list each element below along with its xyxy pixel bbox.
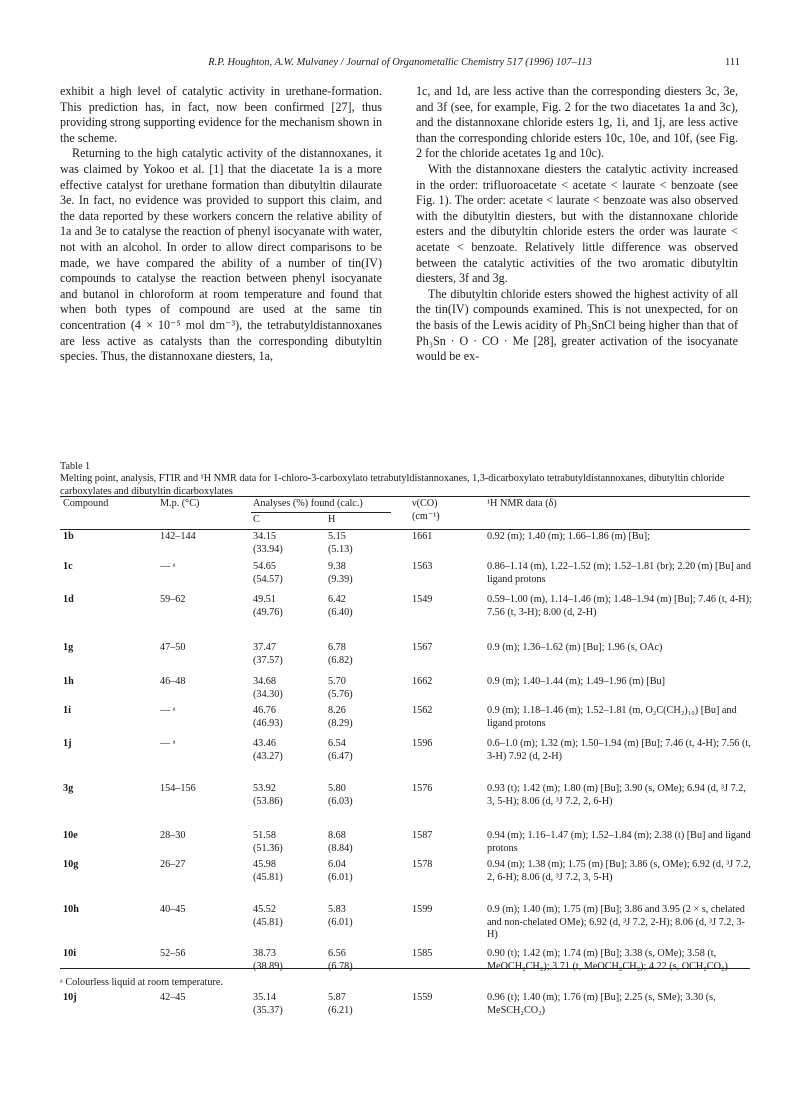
hydrogen-calc: (6.01) [328, 916, 353, 928]
hydrogen-found: 8.26 [328, 705, 346, 716]
right-column [416, 84, 738, 365]
hydrogen-calc: (8.29) [328, 717, 353, 729]
carbon-calc: (45.81) [253, 871, 283, 883]
left-column [60, 84, 382, 365]
hydrogen-calc: (6.82) [328, 654, 353, 666]
running-header [60, 57, 740, 73]
mp-cell: — ᵃ [160, 738, 176, 749]
co-cell: 1563 [412, 561, 433, 572]
hydrogen-calc: (6.78) [328, 960, 353, 972]
table-label: Table 1 [60, 461, 91, 472]
co-cell: 1562 [412, 705, 433, 716]
table-bottom-rule [60, 968, 750, 969]
carbon-found: 37.47 [253, 642, 276, 653]
co-cell: 1585 [412, 948, 433, 959]
carbon-cell [253, 783, 283, 808]
mp-cell: 40–45 [160, 904, 186, 915]
co-cell: 1599 [412, 904, 433, 915]
carbon-calc: (34.30) [253, 688, 283, 700]
nmr-cell: 0.92 (m); 1.40 (m); 1.66–1.86 (m) [Bu]; [487, 531, 650, 542]
carbon-calc: (46.93) [253, 717, 283, 729]
carbon-cell [253, 594, 283, 619]
hydrogen-found: 5.15 [328, 531, 346, 542]
mp-cell: 59–62 [160, 594, 186, 605]
table-top-rule [60, 496, 750, 497]
hydrogen-calc: (5.13) [328, 543, 353, 555]
hydrogen-cell [328, 705, 353, 730]
carbon-found: 38.73 [253, 948, 276, 959]
compound-cell: 1j [63, 738, 72, 749]
mp-cell: 142–144 [160, 531, 196, 542]
analyses-rule [251, 512, 391, 513]
hydrogen-found: 5.87 [328, 992, 346, 1003]
compound-cell: 1c [63, 561, 73, 572]
hydrogen-cell [328, 783, 353, 808]
carbon-found: 46.76 [253, 705, 276, 716]
mp-cell: 154–156 [160, 783, 196, 794]
paragraph: exhibit a high level of catalytic activity in urethane-formation. This prediction has, in fact, now been confirmed [27], thus providing strong supporting evidence for the mechanism shown in the scheme. [60, 84, 382, 145]
co-cell: 1567 [412, 642, 433, 653]
page-number: 111 [725, 57, 740, 68]
mp-cell: 46–48 [160, 676, 186, 687]
hydrogen-calc: (6.21) [328, 1004, 353, 1016]
mp-cell: 28–30 [160, 830, 186, 841]
compound-cell: 10e [63, 830, 78, 841]
table-footnote: ᵃ Colourless liquid at room temperature. [60, 977, 223, 988]
nmr-cell: 0.93 (t); 1.42 (m); 1.80 (m) [Bu]; 3.90 (s, OMe); 6.94 (d, ³J 7.2, 3, 5-H); 8.06 (d, ³J 7.2, 2, 6-H) [487, 783, 746, 807]
paragraph: Returning to the high catalytic activity of the distannoxanes, it was claimed by Yokoo et al. [1] that the diacetate 1a is a more effective catalyst for urethane formation than dibutyltin dilaurate 3e. In fact, no evidence was provided to support this claim, and the data reported by these workers concern the relative ability of 1a and 3e to catalyse the reaction of phenyl isocyanate with water, not with an alcohol. In order to allow direct comparisons to be made, we have compared the ability of a number of tin(IV) compounds to catalyse the reaction between phenyl isocyanate and butanol in chloroform at room temperature and found that when both types of compound are used at the same tin concentration (4 × 10⁻⁵ mol dm⁻³), the tetrabutyldistannoxanes are less active as catalysts than the corresponding dibutyltin species. Thus, the distannoxane diesters, 1a, [60, 146, 382, 364]
carbon-calc: (38.89) [253, 960, 283, 972]
carbon-calc: (43.27) [253, 750, 283, 762]
compound-cell: 10h [63, 904, 79, 915]
hydrogen-cell [328, 904, 353, 929]
compound-cell: 1g [63, 642, 74, 653]
carbon-cell [253, 904, 283, 929]
carbon-found: 34.15 [253, 531, 276, 542]
nmr-cell: 0.9 (m); 1.18–1.46 (m); 1.52–1.81 (m, O₂C(CH₂)₁₀) [Bu] and ligand protons [487, 705, 737, 729]
hydrogen-cell [328, 992, 353, 1017]
paragraph: 1c, and 1d, are less active than the corresponding diesters 3c, 3e, and 3f (see, for example, Fig. 2 for the two diacetates 1a and 3c), and the distannoxane chloride esters 1g, 1i, and 1j, are less active than the corresponding chloride esters 10c, 10e, and 10f, (see Fig. 2 for the chloride acetates 1g and 10c). [416, 84, 738, 161]
hydrogen-calc: (8.84) [328, 842, 353, 854]
co-cell: 1587 [412, 830, 433, 841]
carbon-cell [253, 830, 283, 855]
hydrogen-calc: (9.39) [328, 573, 353, 585]
hydrogen-found: 5.70 [328, 676, 346, 687]
carbon-cell [253, 676, 283, 701]
nmr-cell: 0.9 (m); 1.36–1.62 (m) [Bu]; 1.96 (s, OAc) [487, 642, 663, 653]
header-nmr: ¹H NMR data (δ) [487, 498, 557, 509]
compound-cell: 10j [63, 992, 77, 1003]
compound-cell: 1i [63, 705, 71, 716]
header-analyses: Analyses (%) found (calc.) [253, 498, 363, 509]
hydrogen-cell [328, 561, 353, 586]
carbon-calc: (49.76) [253, 606, 283, 618]
nmr-cell: 0.90 (t); 1.42 (m); 1.74 (m) [Bu]; 3.38 (s, OMe); 3.58 (t, MeOCH₂CH₂); 3.71 (t, MeOCH₂CH₂); 4.22 (s, OCH₂CO₂) [487, 948, 728, 972]
carbon-found: 43.46 [253, 738, 276, 749]
carbon-cell [253, 642, 283, 667]
header-co: ν(CO) [412, 498, 438, 509]
compound-cell: 10i [63, 948, 77, 959]
paragraph: With the distannoxane diesters the catalytic activity increased in the order: trifluoroacetate < acetate < laurate < benzoate (see Fig. 1). The order: acetate < laurate < benzoate was also observed with the dibutyltin diesters, but with the distannoxane chloride esters and the dibutyltin chloride esters the order was laurate < acetate < benzoate. Relatively little difference was observed between the catalytic activities of the two aromatic dibutyltin diesters, 3f and 3g. [416, 161, 738, 286]
carbon-found: 34.68 [253, 676, 276, 687]
hydrogen-cell [328, 738, 353, 763]
nmr-cell: 0.94 (m); 1.38 (m); 1.75 (m) [Bu]; 3.86 (s, OMe); 6.92 (d, ³J 7.2, 2, 6-H); 8.06 (d, ³J 7.2, 3, 5-H) [487, 859, 751, 883]
compound-cell: 1h [63, 676, 74, 687]
compound-cell: 3g [63, 783, 74, 794]
hydrogen-calc: (6.40) [328, 606, 353, 618]
co-cell: 1559 [412, 992, 433, 1003]
hydrogen-cell [328, 676, 353, 701]
nmr-cell: 0.86–1.14 (m), 1.22–1.52 (m); 1.52–1.81 (br); 2.20 (m) [Bu] and ligand protons [487, 561, 751, 585]
co-cell: 1596 [412, 738, 433, 749]
carbon-found: 35.14 [253, 992, 276, 1003]
mp-cell: 42–45 [160, 992, 186, 1003]
carbon-calc: (53.86) [253, 795, 283, 807]
carbon-calc: (35.37) [253, 1004, 283, 1016]
co-cell: 1576 [412, 783, 433, 794]
hydrogen-found: 6.42 [328, 594, 346, 605]
compound-cell: 10g [63, 859, 79, 870]
compound-cell: 1d [63, 594, 74, 605]
table-header-rule [60, 529, 750, 530]
mp-cell: — ᵃ [160, 561, 176, 572]
co-cell: 1661 [412, 531, 433, 542]
hydrogen-calc: (6.01) [328, 871, 353, 883]
carbon-calc: (33.94) [253, 543, 283, 555]
table-caption-text: Melting point, analysis, FTIR and ¹H NMR data for 1-chloro-3-carboxylato tetrabutyldistannoxanes, 1,3-dicarboxylato tetrabutyldistannoxanes, dibutyltin chloride carboxylates and dibutyltin dicarboxylates [60, 473, 725, 497]
mp-cell: 47–50 [160, 642, 186, 653]
co-cell: 1662 [412, 676, 433, 687]
hydrogen-cell [328, 642, 353, 667]
nmr-cell: 0.9 (m); 1.40–1.44 (m); 1.49–1.96 (m) [Bu] [487, 676, 665, 687]
carbon-cell [253, 531, 283, 556]
running-title: R.P. Houghton, A.W. Mulvaney / Journal of Organometallic Chemistry 517 (1996) 107–113 [208, 57, 592, 68]
carbon-found: 45.98 [253, 859, 276, 870]
carbon-cell [253, 992, 283, 1017]
carbon-found: 53.92 [253, 783, 276, 794]
hydrogen-cell [328, 531, 353, 556]
hydrogen-found: 6.04 [328, 859, 346, 870]
header-mp: M.p. (°C) [160, 498, 200, 509]
hydrogen-found: 6.78 [328, 642, 346, 653]
hydrogen-found: 5.80 [328, 783, 346, 794]
nmr-cell: 0.6–1.0 (m); 1.32 (m); 1.50–1.94 (m) [Bu]; 7.46 (t, 4-H); 7.56 (t, 3-H) 7.92 (d, 2-H) [487, 738, 751, 762]
carbon-cell [253, 561, 283, 586]
hydrogen-found: 8.68 [328, 830, 346, 841]
nmr-cell: 0.94 (m); 1.16–1.47 (m); 1.52–1.84 (m); 2.38 (t) [Bu] and ligand protons [487, 830, 751, 854]
co-cell: 1578 [412, 859, 433, 870]
header-h: H [328, 514, 336, 525]
nmr-cell: 0.96 (t); 1.40 (m); 1.76 (m) [Bu]; 2.25 (s, SMe); 3.30 (s, MeSCH₂CO₂) [487, 992, 716, 1016]
carbon-calc: (51.36) [253, 842, 283, 854]
carbon-calc: (37.57) [253, 654, 283, 666]
hydrogen-found: 6.54 [328, 738, 346, 749]
table-caption [60, 461, 750, 498]
carbon-cell [253, 705, 283, 730]
carbon-cell [253, 948, 283, 973]
hydrogen-found: 9.38 [328, 561, 346, 572]
hydrogen-cell [328, 594, 353, 619]
mp-cell: 26–27 [160, 859, 186, 870]
carbon-found: 45.52 [253, 904, 276, 915]
co-cell: 1549 [412, 594, 433, 605]
hydrogen-found: 6.56 [328, 948, 346, 959]
header-co-unit: (cm⁻¹) [412, 511, 440, 522]
mp-cell: — ᵃ [160, 705, 176, 716]
compound-cell: 1b [63, 531, 74, 542]
hydrogen-cell [328, 859, 353, 884]
carbon-found: 54.65 [253, 561, 276, 572]
carbon-found: 49.51 [253, 594, 276, 605]
hydrogen-calc: (5.76) [328, 688, 353, 700]
carbon-found: 51.58 [253, 830, 276, 841]
nmr-cell: 0.59–1.00 (m), 1.14–1.46 (m); 1.48–1.94 (m) [Bu]; 7.46 (t, 4-H); 7.56 (t, 3-H); 8.00 (d, 2-H) [487, 594, 752, 618]
carbon-cell [253, 859, 283, 884]
hydrogen-cell [328, 948, 353, 973]
header-compound: Compound [63, 498, 109, 509]
carbon-calc: (54.57) [253, 573, 283, 585]
hydrogen-calc: (6.03) [328, 795, 353, 807]
hydrogen-found: 5.83 [328, 904, 346, 915]
nmr-cell: 0.9 (m); 1.40 (m); 1.75 (m) [Bu]; 3.86 and 3.95 (2 × s, chelated and non-chelated OMe); 6.92 (d, ³J 7.2, 2-H); 8.06 (d, ³J 7.2, 3-H) [487, 904, 745, 941]
header-c: C [253, 514, 260, 525]
mp-cell: 52–56 [160, 948, 186, 959]
hydrogen-calc: (6.47) [328, 750, 353, 762]
paragraph: The dibutyltin chloride esters showed the highest activity of all the tin(IV) compounds examined. This is not unexpected, for on the basis of the Lewis acidity of Ph₃SnCl being higher than that of Ph₃Sn · O · CO · Me [28], greater activation of the isocyanate would be ex- [416, 286, 738, 364]
carbon-cell [253, 738, 283, 763]
carbon-calc: (45.81) [253, 916, 283, 928]
hydrogen-cell [328, 830, 353, 855]
